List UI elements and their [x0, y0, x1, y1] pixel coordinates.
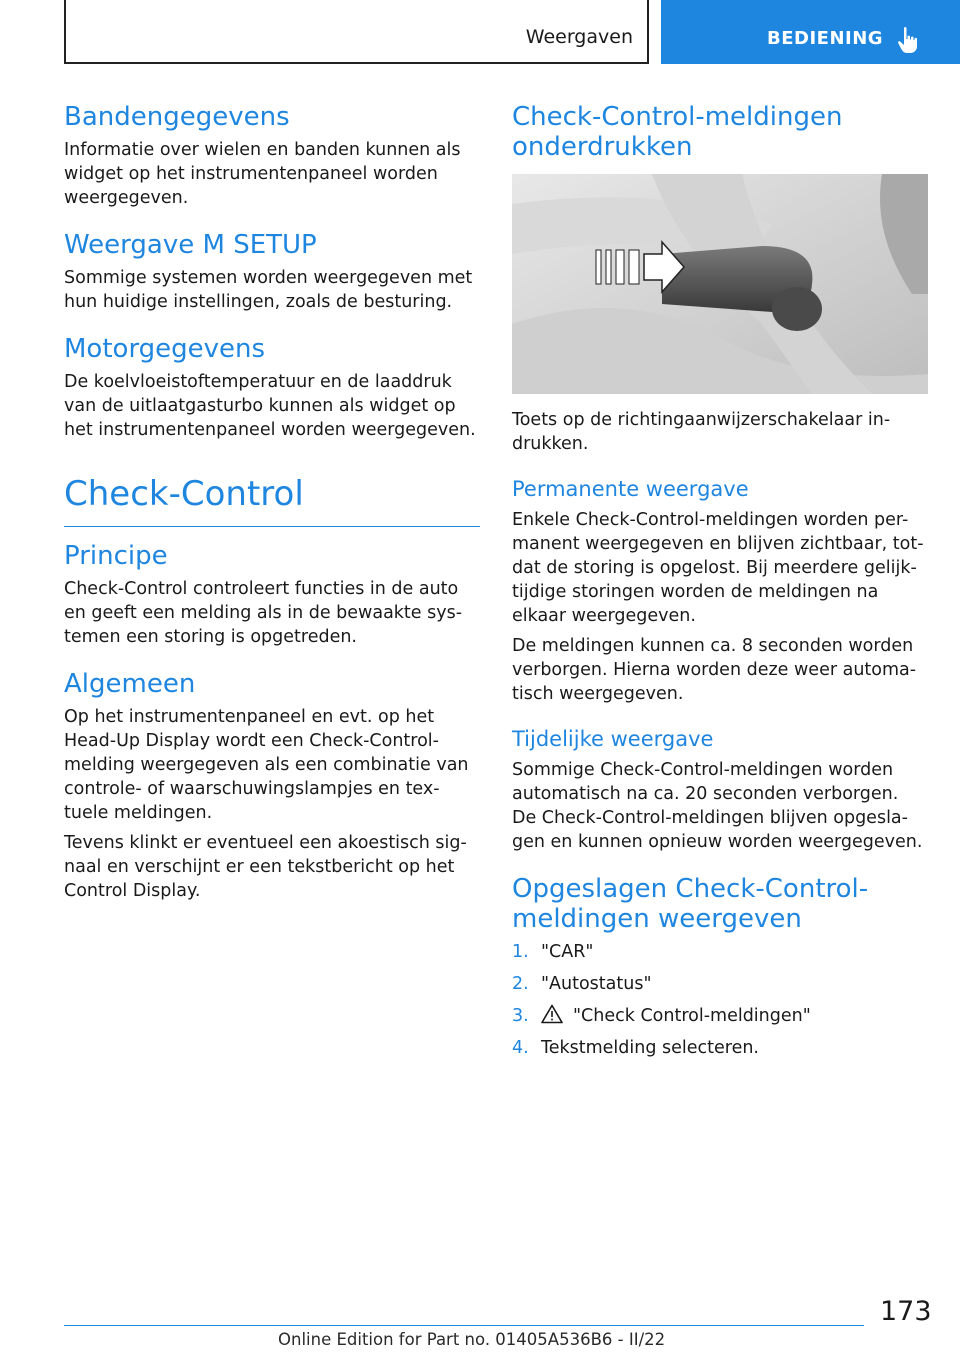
header-chapter-tab	[661, 0, 960, 64]
step-number: 4.	[512, 1038, 529, 1058]
suppress-heading: Check-Control-meldingen onderdrukken	[512, 102, 843, 162]
step-text: "Check Control-meldingen"	[573, 1006, 811, 1026]
step-number: 3.	[512, 1006, 529, 1026]
step-1	[512, 940, 928, 964]
hand-pointer-icon	[897, 26, 919, 54]
motorgegevens-text: De koelvloeistoftemperatuur en de laaddruk van de uitlaatgasturbo kunnen als widget op het instrumentenpaneel worden weergegeven.	[64, 372, 476, 440]
temporary-text: Sommige Check-Control-meldingen worden automatisch na ca. 20 seconden verborgen. De Check-Control-meldingen blijven opgesla- gen en kunnen opnieuw worden weergegeven.	[512, 760, 923, 852]
photo-caption: Toets op de richtingaanwijzerschakelaar in- drukken.	[512, 410, 891, 454]
right-column	[512, 96, 928, 1068]
algemeen-text-2: Tevens klinkt er eventueel een akoestisch sig- naal en verschijnt er een tekstbericht op het Control Display.	[64, 833, 467, 901]
header-section-box	[64, 0, 649, 64]
permanent-text-2: De meldingen kunnen ca. 8 seconden worden verborgen. Hierna worden deze weer automa- tisch weergegeven.	[512, 636, 917, 704]
principe-text: Check-Control controleert functies in de auto en geeft een melding als in de bewaakte sys- temen een storing is opgetreden.	[64, 579, 463, 647]
step-number: 2.	[512, 974, 529, 994]
footer-divider	[64, 1325, 864, 1326]
header-chapter-title: BEDIENING	[767, 28, 884, 49]
bandengegevens-text: Informatie over wielen en banden kunnen als widget op het instrumentenpaneel worden weergegeven.	[64, 140, 461, 208]
stored-messages-heading: Opgeslagen Check-Control- meldingen weergeven	[512, 874, 869, 934]
steps-list	[512, 940, 928, 1060]
principe-heading: Principe	[64, 541, 168, 571]
page-number: 173	[880, 1296, 932, 1327]
step-3	[512, 1004, 928, 1028]
left-column	[64, 96, 480, 909]
chapter-heading: Check-Control	[64, 474, 480, 527]
algemeen-heading: Algemeen	[64, 669, 196, 699]
msetup-heading: Weergave M SETUP	[64, 230, 317, 260]
turn-signal-switch-photo	[512, 174, 928, 394]
msetup-text: Sommige systemen worden weergegeven met hun huidige instellingen, zoals de besturing.	[64, 268, 473, 312]
step-4	[512, 1036, 928, 1060]
step-text: "CAR"	[541, 942, 594, 962]
algemeen-text-1: Op het instrumentenpaneel en evt. op het Head-Up Display wordt een Check-Control- melding weergegeven als een combinatie van controle- of waarschuwingslampjes en tex- tuele meldingen.	[64, 707, 469, 823]
step-text: Tekstmelding selecteren.	[541, 1038, 759, 1058]
step-2	[512, 972, 928, 996]
footer-edition: Online Edition for Part no. 01405A536B6 - II/22	[278, 1330, 666, 1349]
warning-triangle-icon	[541, 1004, 563, 1024]
motorgegevens-heading: Motorgegevens	[64, 334, 266, 364]
step-text: "Autostatus"	[541, 974, 652, 994]
temporary-heading: Tijdelijke weergave	[512, 727, 714, 751]
step-number: 1.	[512, 942, 529, 962]
permanent-heading: Permanente weergave	[512, 477, 749, 501]
bandengegevens-heading: Bandengegevens	[64, 102, 290, 132]
permanent-text-1: Enkele Check-Control-meldingen worden per- manent weergegeven en blijven zichtbaar, tot- dat de storing is opgelost. Bij meerdere gelijk- tijdige storingen worden de meldingen na elkaar weergegeven.	[512, 510, 924, 626]
header-section-title: Weergaven	[525, 26, 633, 48]
